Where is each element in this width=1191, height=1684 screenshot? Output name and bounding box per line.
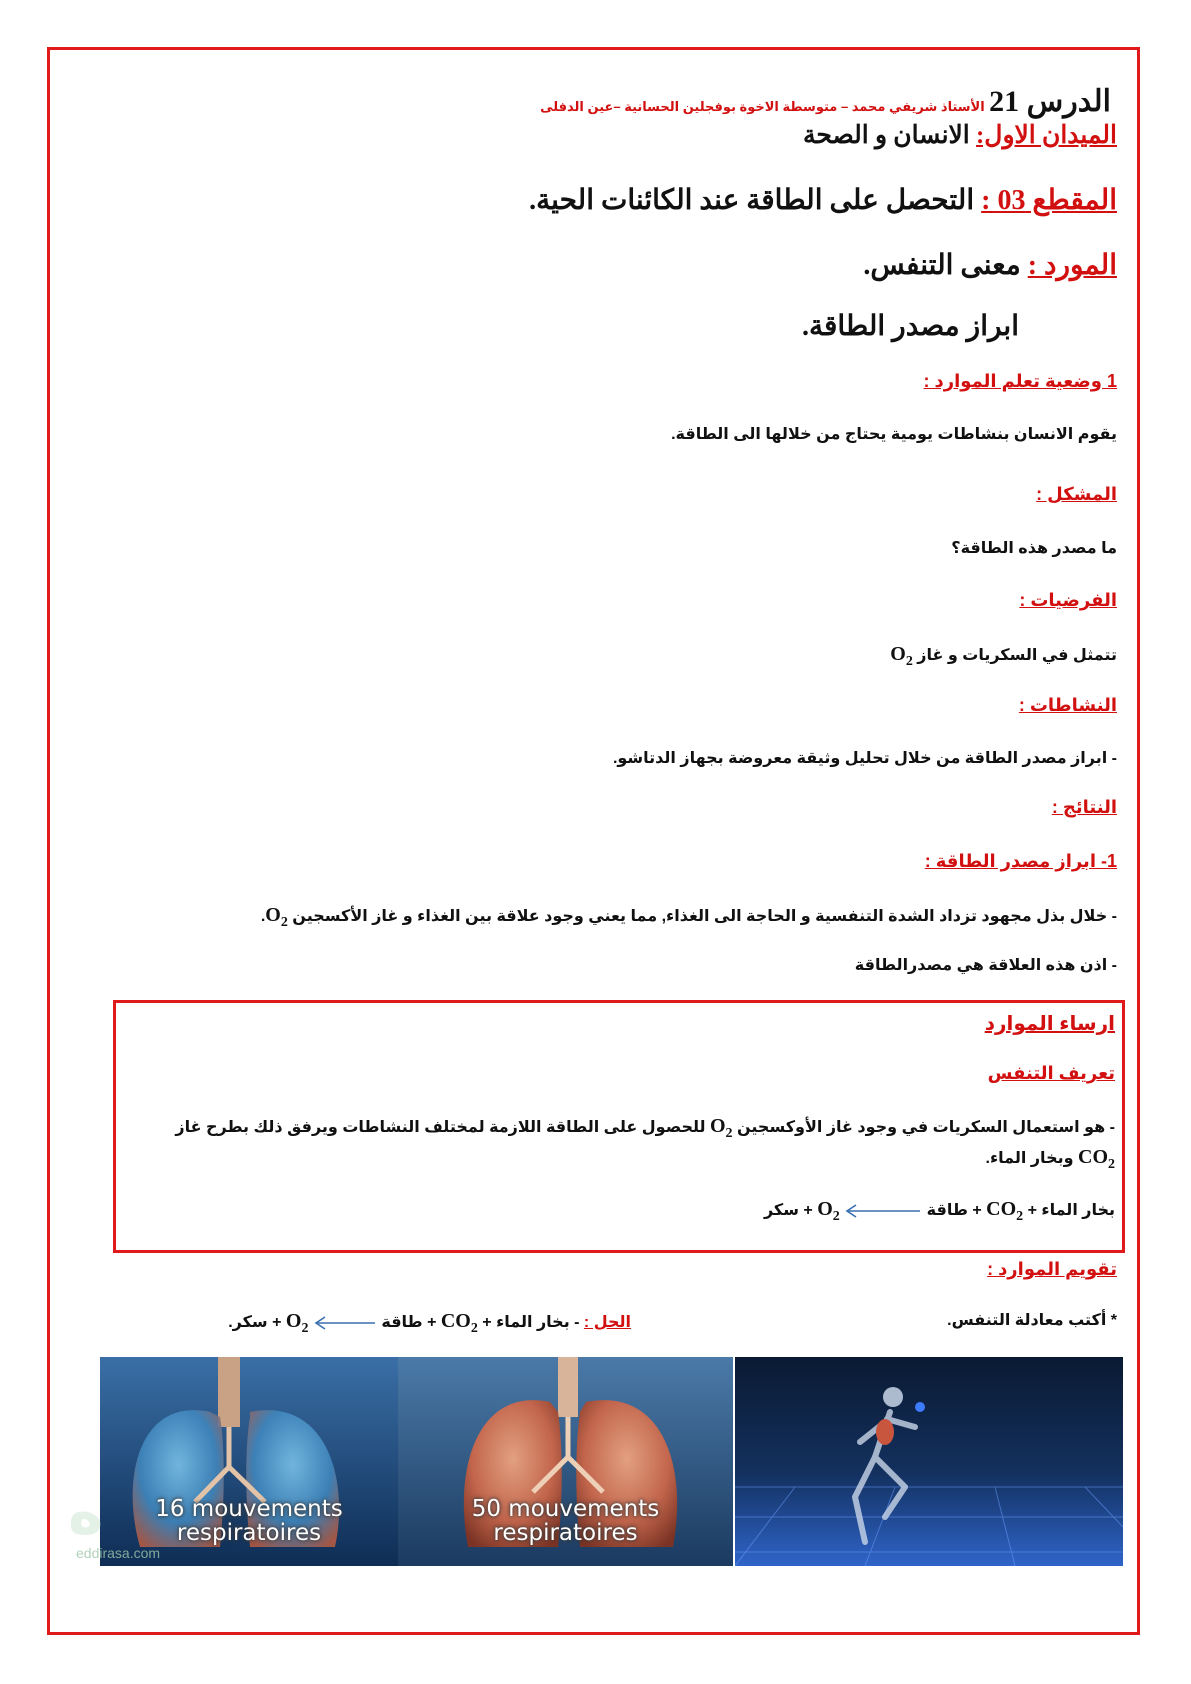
evaluation-heading: تقويم الموارد :	[987, 1259, 1117, 1279]
results-heading: النتائج :	[1051, 797, 1117, 817]
watermark-logo: ه	[68, 1479, 104, 1546]
evaluation-solution	[228, 1310, 631, 1337]
lungs-rest-image	[100, 1357, 398, 1566]
lesson-header	[540, 84, 1111, 119]
resource-label: المورد :	[1027, 250, 1117, 281]
lungs-effort-image	[398, 1357, 733, 1566]
watermark: eddirasa.com	[76, 1545, 161, 1561]
definition-text-1: - هو استعمال السكريات في وجود غاز الأوكسجين	[732, 1119, 1115, 1136]
co2-formula: $CO_2$	[1078, 1146, 1115, 1172]
segment-value: التحصل على الطاقة عند الكائنات الحية.	[529, 185, 982, 216]
o2-formula: $O_2$	[890, 643, 913, 669]
breathing-images	[100, 1357, 1123, 1566]
segment-label: المقطع 03 :	[981, 185, 1117, 216]
results-subheading: 1- ابراز مصدر الطاقة :	[924, 851, 1117, 871]
definition-text-2: للحصول على الطاقة اللازمة لمختلف النشاطات ويرفق ذلك بطرح غاز	[175, 1119, 710, 1136]
field-label: الميدان الاول:	[975, 122, 1117, 149]
definition-text-3: وبخار الماء.	[985, 1150, 1078, 1167]
results-line-1: - خلال بذل مجهود تزداد الشدة التنفسية و الحاجة الى الغذاء, مما يعني وجود علاقة بين الغذاء و غاز الأكسجين $O_2$.	[260, 904, 1117, 930]
equation-energy: + طاقة	[926, 1202, 987, 1219]
solution-sugar: + سكر.	[228, 1314, 286, 1331]
activities-heading: النشاطات :	[1018, 695, 1117, 715]
learning-heading: 1 وضعية تعلم الموارد :	[923, 371, 1117, 391]
hypotheses-text	[890, 643, 1117, 670]
lesson-number: الدرس 21	[989, 85, 1111, 118]
resource-value: معنى التنفس.	[863, 250, 1028, 281]
definition-heading: تعريف التنفس	[987, 1063, 1115, 1083]
problem-text: ما مصدر هذه الطاقة؟	[951, 540, 1117, 557]
solution-energy: + طاقة	[381, 1314, 441, 1331]
equation-products: بخار الماء +	[1023, 1202, 1115, 1219]
results-line-1-text: - خلال بذل مجهود تزداد الشدة التنفسية و الحاجة الى الغذاء, مما يعني وجود علاقة بين الغذاء و غاز الأكسجين	[287, 908, 1117, 925]
co2-formula: $CO_2$	[440, 1310, 478, 1336]
respiration-equation	[764, 1198, 1115, 1225]
left-arrow-icon	[844, 1204, 922, 1218]
equation-sugar: + سكر	[763, 1202, 818, 1219]
teacher-line: الأستاذ شريفي محمد – متوسطة الاخوة بوفجلين الحسانية –عين الدفلى	[540, 99, 985, 114]
o2-formula: $O_2$	[709, 1115, 733, 1141]
resource-line	[863, 248, 1117, 282]
results-line-2: - اذن هذه العلاقة هي مصدرالطاقة	[854, 957, 1117, 974]
hypotheses-heading: الفرضيات :	[1019, 590, 1117, 610]
consolidation-heading: ارساء الموارد	[984, 1013, 1115, 1035]
solution-label: الحل :	[583, 1314, 631, 1331]
panel1-caption: 16 mouvements respiratoires	[155, 1496, 343, 1546]
left-arrow-icon	[313, 1316, 377, 1330]
hypotheses-text-part: تتمثل في السكريات و غاز	[912, 647, 1117, 664]
field-value: الانسان و الصحة	[802, 122, 976, 149]
definition-line-1	[175, 1115, 1115, 1142]
field-line	[803, 120, 1117, 150]
resource-subtitle: ابراز مصدر الطاقة.	[801, 311, 1019, 342]
o2-formula: $O_2$	[265, 904, 288, 930]
activities-text: - ابراز مصدر الطاقة من خلال تحليل وثيقة معروضة بجهاز الدتاشو.	[612, 750, 1117, 767]
segment-line	[529, 183, 1117, 217]
evaluation-question: * أكتب معادلة التنفس.	[947, 1312, 1117, 1329]
co2-formula: $CO_2$	[986, 1198, 1024, 1224]
runner-image	[735, 1357, 1123, 1566]
panel2-caption: 50 mouvements respiratoires	[471, 1496, 660, 1546]
solution-products: - بخار الماء +	[477, 1314, 584, 1331]
definition-line-2	[986, 1146, 1115, 1173]
o2-formula: $O_2$	[285, 1310, 309, 1336]
problem-heading: المشكل :	[1036, 484, 1117, 504]
o2-formula: $O_2$	[817, 1198, 840, 1224]
learning-text: يقوم الانسان بنشاطات يومية يحتاج من خلالها الى الطاقة.	[671, 426, 1117, 443]
